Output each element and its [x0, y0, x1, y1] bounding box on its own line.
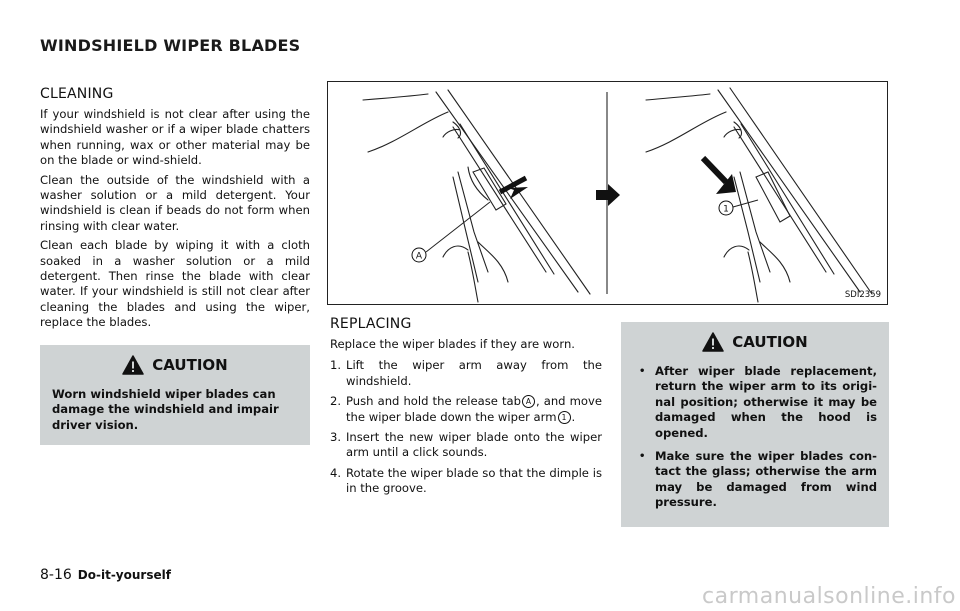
step-item	[330, 430, 602, 461]
caution-text: Worn windshield wiper blades can damage the windshield and impair driver vision.	[52, 386, 279, 432]
cleaning-paragraph-1: If your windshield is not clear after using the windshield washer or if a wiper blade chatters when running, wax or other material may be on the blade or wind-shield.	[40, 107, 310, 168]
step-number: 3.	[330, 430, 342, 445]
callout-label-a: A	[415, 251, 423, 262]
caution-header	[633, 332, 877, 352]
cleaning-heading: CLEANING	[40, 86, 114, 102]
caution-header	[52, 355, 298, 375]
caution-list	[633, 364, 877, 511]
replacing-column	[330, 316, 602, 502]
cleaning-paragraph-2: Clean the outside of the windshield with a washer solution or a mild detergent. Your windshield is clean if beads do not form when rinsing with clear water.	[40, 172, 310, 233]
page-section-title: WINDSHIELD WIPER BLADES	[40, 36, 301, 55]
step-item	[330, 466, 602, 497]
step-text-part: , and move the wiper blade down the wiper arm	[346, 394, 602, 424]
step-text-part: .	[571, 409, 576, 424]
replacing-caution-box	[621, 322, 889, 527]
caution-title: CAUTION	[732, 333, 808, 351]
step-text: Insert the new wiper blade onto the wiper arm until a click sounds.	[346, 430, 602, 460]
callout-label-1: 1	[723, 204, 729, 215]
figure-code: SDI2359	[844, 290, 881, 300]
step-item	[330, 358, 602, 389]
replacing-intro: Replace the wiper blades if they are worn.	[330, 337, 575, 351]
step-text-part: Push and hold the release tab	[346, 394, 521, 409]
cleaning-caution-box	[40, 345, 310, 445]
step-item	[330, 394, 602, 425]
page-footer	[40, 567, 171, 583]
replacing-heading: REPLACING	[330, 316, 412, 332]
caution-item: • After wiper blade replacement, return the wiper arm to its origi-nal position; otherwise it may be damaged when the hood is opened.	[633, 364, 877, 441]
step-text: Rotate the wiper blade so that the dimple is in the groove.	[346, 465, 602, 496]
step-text	[346, 394, 602, 425]
cleaning-column	[40, 86, 310, 445]
callout-mark-1: 1	[558, 411, 571, 424]
step-number: 4.	[330, 465, 342, 480]
step-text: Lift the wiper arm away from the windshield.	[346, 358, 602, 388]
caution-item: • Make sure the wiper blades con-tact the glass; otherwise the arm may be damaged from wind pressure.	[633, 449, 877, 511]
warning-triangle-icon	[702, 332, 724, 352]
replacing-steps	[330, 358, 602, 496]
footer-section-name: Do-it-yourself	[77, 568, 171, 582]
replacing-caution-column	[621, 322, 889, 527]
site-watermark: carmanualsonline.info	[702, 584, 956, 609]
cleaning-paragraph-3: Clean each blade by wiping it with a cloth soaked in a washer solution or a mild detergent. Then rinse the blade with clear water. If your windshield is still not clear after cleaning the blades and using the wiper, replace the blades.	[40, 238, 310, 330]
wiper-illustration-drawing	[328, 82, 887, 304]
caution-title: CAUTION	[152, 355, 228, 374]
warning-triangle-icon	[122, 355, 144, 375]
step-number: 1.	[330, 358, 342, 373]
step-number: 2.	[330, 394, 342, 409]
callout-mark-a: A	[522, 395, 535, 408]
page-number: 8-16	[40, 567, 72, 583]
wiper-replacement-illustration	[327, 81, 888, 305]
